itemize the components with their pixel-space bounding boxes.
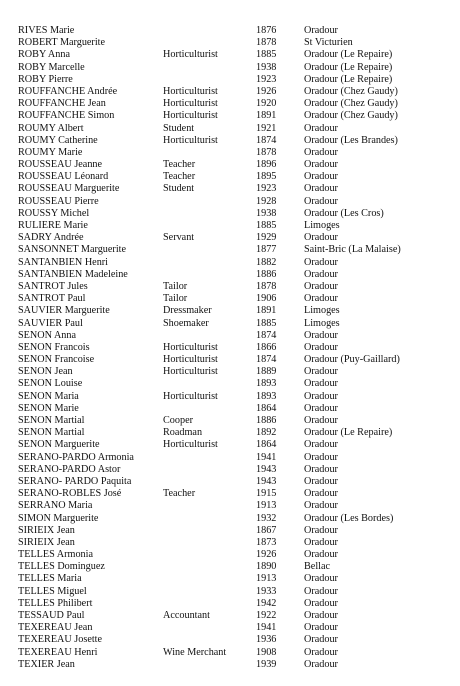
record-year: 1878 [256, 280, 277, 292]
record-place: Oradour (Le Repaire) [304, 61, 393, 73]
record-place: Oradour [304, 293, 338, 305]
record-occupation: Wine Merchant [163, 646, 227, 658]
record-occupation: Horticulturist [163, 439, 218, 451]
record-row [18, 378, 438, 390]
record-row [18, 330, 438, 342]
record-name: ROUSSEAU Jeanne [18, 159, 103, 171]
record-year: 1928 [256, 195, 277, 207]
record-place: Oradour [304, 488, 338, 500]
record-row [18, 220, 438, 232]
record-place: Oradour [304, 658, 338, 670]
record-year: 1896 [256, 159, 277, 171]
record-place: Oradour [304, 610, 338, 621]
record-place: Oradour (Les Bordes) [304, 512, 394, 524]
record-year: 1938 [256, 61, 277, 73]
record-name: ROUFFANCHE Jean [18, 98, 106, 110]
record-name: SANTANBIEN Henri [18, 256, 109, 268]
record-place: Oradour [304, 256, 338, 268]
record-occupation: Student [163, 122, 195, 134]
record-place: Oradour (Chez Gaudy) [304, 110, 398, 122]
record-place: Bellac [304, 561, 331, 573]
record-year: 1932 [256, 512, 277, 524]
record-name: SAUVIER Paul [18, 317, 83, 329]
record-name: TEXEREAU Henri [18, 646, 98, 658]
record-row [18, 244, 438, 256]
record-row [18, 415, 438, 427]
record-year: 1922 [256, 610, 277, 621]
record-year: 1882 [256, 256, 277, 268]
record-place: Oradour [304, 585, 338, 597]
record-year: 1936 [256, 634, 277, 646]
record-occupation: Student [163, 183, 195, 195]
record-occupation: Accountant [163, 610, 210, 621]
record-name: SANSONNET Marguerite [18, 244, 126, 256]
record-place: Oradour [304, 415, 338, 426]
record-year: 1890 [256, 561, 277, 573]
record-year: 1864 [256, 439, 277, 451]
record-occupation: Horticulturist [163, 134, 218, 146]
record-row [18, 586, 438, 598]
record-name: ROUMY Catherine [18, 134, 98, 146]
record-name: RIVES Marie [18, 25, 75, 36]
record-year: 1908 [256, 646, 277, 658]
record-row [18, 135, 438, 147]
record-place: Oradour [304, 475, 338, 487]
record-year: 1889 [256, 366, 277, 378]
record-row [18, 659, 438, 671]
record-place: Oradour [304, 646, 338, 658]
record-year: 1915 [256, 488, 277, 500]
record-occupation: Horticulturist [163, 49, 218, 61]
record-row [18, 257, 438, 269]
record-occupation: Horticulturist [163, 85, 218, 97]
record-row [18, 610, 438, 622]
record-year: 1885 [256, 49, 277, 61]
record-place: Oradour [304, 122, 338, 134]
record-year: 1885 [256, 317, 277, 329]
record-name: SERANO-PARDO Astor [18, 463, 121, 475]
record-place: Oradour (Les Brandes) [304, 134, 398, 146]
record-name: ROUMY Albert [18, 122, 84, 134]
record-name: SENON Francois [18, 341, 90, 353]
record-row [18, 573, 438, 585]
record-place: Oradour [304, 183, 338, 195]
record-year: 1923 [256, 73, 277, 85]
record-name: TELLES Armonia [18, 549, 93, 561]
record-row [18, 476, 438, 488]
record-name: SENON Marguerite [18, 439, 100, 451]
record-year: 1913 [256, 500, 277, 512]
record-occupation: Horticulturist [163, 98, 218, 110]
record-row [18, 25, 438, 37]
record-year: 1913 [256, 573, 277, 585]
record-row [18, 293, 438, 305]
record-year: 1938 [256, 207, 277, 219]
record-name: SENON Martial [18, 427, 85, 439]
record-row [18, 318, 438, 330]
record-occupation: Dressmaker [163, 305, 212, 317]
record-year: 1864 [256, 402, 277, 414]
record-occupation: Tailor [163, 280, 188, 292]
record-name: SAUVIER Marguerite [18, 305, 110, 317]
record-occupation: Horticulturist [163, 110, 218, 122]
record-occupation: Tailor [163, 293, 188, 305]
record-year: 1942 [256, 597, 277, 609]
record-row [18, 147, 438, 159]
record-name: ROUSSEAU Marguerite [18, 183, 120, 195]
record-row [18, 366, 438, 378]
record-place: Oradour [304, 549, 338, 561]
record-row [18, 269, 438, 281]
record-year: 1941 [256, 451, 277, 463]
record-place: Oradour (Chez Gaudy) [304, 85, 398, 97]
record-place: St Victurien [304, 37, 353, 49]
record-place: Oradour [304, 195, 338, 207]
record-year: 1921 [256, 122, 277, 134]
record-year: 1876 [256, 25, 277, 36]
record-name: SENON Louise [18, 378, 83, 390]
record-place: Oradour [304, 463, 338, 475]
record-row [18, 37, 438, 49]
record-row [18, 537, 438, 549]
record-year: 1878 [256, 37, 277, 49]
record-place: Oradour [304, 329, 338, 341]
record-place: Oradour [304, 451, 338, 463]
record-row [18, 647, 438, 659]
record-row [18, 488, 438, 500]
record-place: Oradour [304, 146, 338, 158]
record-row [18, 171, 438, 183]
record-row [18, 500, 438, 512]
record-row [18, 452, 438, 464]
record-year: 1926 [256, 549, 277, 561]
record-name: SENON Jean [18, 366, 73, 378]
record-row [18, 634, 438, 646]
record-row [18, 561, 438, 573]
record-year: 1878 [256, 146, 277, 158]
record-year: 1943 [256, 475, 277, 487]
record-row [18, 391, 438, 403]
record-occupation: Roadman [163, 427, 203, 439]
record-name: TELLES Dominguez [18, 561, 105, 573]
record-row [18, 354, 438, 366]
record-place: Oradour [304, 159, 338, 171]
record-name: ROUMY Marie [18, 146, 83, 158]
record-row [18, 525, 438, 537]
record-place: Oradour [304, 634, 338, 646]
record-row [18, 464, 438, 476]
record-row [18, 403, 438, 415]
record-year: 1939 [256, 658, 277, 670]
record-name: ROUFFANCHE Andrée [18, 85, 118, 97]
record-name: ROUSSEAU Léonard [18, 171, 109, 183]
record-name: SANTROT Jules [18, 280, 88, 292]
record-name: TELLES Miguel [18, 585, 87, 597]
record-occupation: Horticulturist [163, 354, 218, 366]
record-name: SIRIEIX Jean [18, 536, 75, 548]
record-occupation: Horticulturist [163, 366, 218, 378]
record-row [18, 305, 438, 317]
record-year: 1886 [256, 268, 277, 280]
record-year: 1892 [256, 427, 277, 439]
record-year: 1926 [256, 85, 277, 97]
record-year: 1895 [256, 171, 277, 183]
record-place: Oradour [304, 402, 338, 414]
record-year: 1893 [256, 378, 277, 390]
record-row [18, 281, 438, 293]
record-year: 1886 [256, 415, 277, 426]
record-place: Oradour [304, 622, 338, 634]
record-row [18, 123, 438, 135]
record-occupation: Horticulturist [163, 341, 218, 353]
record-year: 1923 [256, 183, 277, 195]
record-row [18, 439, 438, 451]
record-name: ROUSSEAU Pierre [18, 195, 99, 207]
records-list [18, 25, 438, 671]
record-name: TELLES Maria [18, 573, 82, 585]
record-place: Oradour [304, 25, 338, 36]
record-row [18, 49, 438, 61]
record-place: Oradour [304, 597, 338, 609]
record-place: Oradour (Le Repaire) [304, 73, 393, 85]
record-name: SERANO-ROBLES José [18, 488, 122, 500]
record-year: 1874 [256, 329, 277, 341]
record-place: Oradour [304, 341, 338, 353]
record-year: 1933 [256, 585, 277, 597]
record-name: SERRANO Maria [18, 500, 93, 512]
record-name: SERANO-PARDO Armonia [18, 451, 134, 463]
record-name: TEXEREAU Josette [18, 634, 103, 646]
record-place: Limoges [304, 220, 340, 231]
record-year: 1873 [256, 536, 277, 548]
record-year: 1874 [256, 354, 277, 366]
record-year: 1877 [256, 244, 277, 256]
record-name: SIMON Marguerite [18, 512, 99, 524]
record-name: SENON Francoise [18, 354, 95, 366]
record-row [18, 183, 438, 195]
record-place: Oradour [304, 232, 338, 244]
record-occupation: Teacher [163, 488, 196, 500]
record-year: 1891 [256, 305, 277, 317]
record-place: Oradour [304, 366, 338, 378]
record-name: SENON Maria [18, 390, 79, 402]
record-row [18, 232, 438, 244]
record-name: TESSAUD Paul [18, 610, 85, 621]
record-row [18, 196, 438, 208]
record-row [18, 159, 438, 171]
record-name: RULIERE Marie [18, 220, 88, 231]
record-place: Limoges [304, 317, 340, 329]
record-row [18, 598, 438, 610]
record-name: TEXIER Jean [18, 658, 75, 670]
record-row [18, 622, 438, 634]
record-place: Oradour [304, 378, 338, 390]
record-year: 1929 [256, 232, 277, 244]
record-name: SENON Marie [18, 402, 79, 414]
record-name: ROBY Anna [18, 49, 70, 61]
record-name: ROUSSY Michel [18, 207, 90, 219]
record-row [18, 549, 438, 561]
record-name: SANTROT Paul [18, 293, 86, 305]
record-place: Oradour (Le Repaire) [304, 49, 393, 61]
record-name: ROUFFANCHE Simon [18, 110, 115, 122]
record-name: SIRIEIX Jean [18, 524, 75, 536]
record-name: SENON Martial [18, 415, 85, 426]
record-name: SENON Anna [18, 329, 77, 341]
record-occupation: Servant [163, 232, 195, 244]
record-row [18, 98, 438, 110]
record-year: 1941 [256, 622, 277, 634]
record-place: Saint-Bric (La Malaise) [304, 244, 401, 256]
record-place: Oradour [304, 268, 338, 280]
record-name: ROBY Marcelle [18, 61, 85, 73]
record-occupation: Cooper [163, 415, 193, 426]
record-year: 1893 [256, 390, 277, 402]
record-place: Oradour [304, 524, 338, 536]
record-place: Oradour [304, 171, 338, 183]
record-row [18, 208, 438, 220]
record-place: Oradour [304, 573, 338, 585]
record-place: Oradour [304, 536, 338, 548]
record-row [18, 86, 438, 98]
record-year: 1874 [256, 134, 277, 146]
record-row [18, 74, 438, 86]
record-place: Oradour [304, 280, 338, 292]
record-row [18, 62, 438, 74]
record-place: Oradour (Les Cros) [304, 207, 384, 219]
record-row [18, 427, 438, 439]
record-name: TELLES Philibert [18, 597, 93, 609]
record-name: SERANO- PARDO Paquita [18, 475, 132, 487]
record-year: 1885 [256, 220, 277, 231]
record-year: 1867 [256, 524, 277, 536]
record-place: Oradour (Le Repaire) [304, 427, 393, 439]
record-occupation: Shoemaker [163, 317, 209, 329]
record-place: Oradour (Chez Gaudy) [304, 98, 398, 110]
record-row [18, 110, 438, 122]
record-year: 1906 [256, 293, 277, 305]
record-name: SADRY Andrée [18, 232, 84, 244]
record-name: ROBERT Marguerite [18, 37, 106, 49]
record-row [18, 513, 438, 525]
record-year: 1891 [256, 110, 277, 122]
record-place: Limoges [304, 305, 340, 317]
record-place: Oradour [304, 390, 338, 402]
record-place: Oradour [304, 500, 338, 512]
record-name: SANTANBIEN Madeleine [18, 268, 128, 280]
record-occupation: Teacher [163, 159, 196, 171]
record-occupation: Teacher [163, 171, 196, 183]
record-name: TEXEREAU Jean [18, 622, 93, 634]
record-year: 1920 [256, 98, 277, 110]
record-year: 1866 [256, 341, 277, 353]
record-place: Oradour [304, 439, 338, 451]
record-occupation: Horticulturist [163, 390, 218, 402]
record-row [18, 342, 438, 354]
record-year: 1943 [256, 463, 277, 475]
record-place: Oradour (Puy-Gaillard) [304, 354, 400, 366]
record-name: ROBY Pierre [18, 73, 73, 85]
